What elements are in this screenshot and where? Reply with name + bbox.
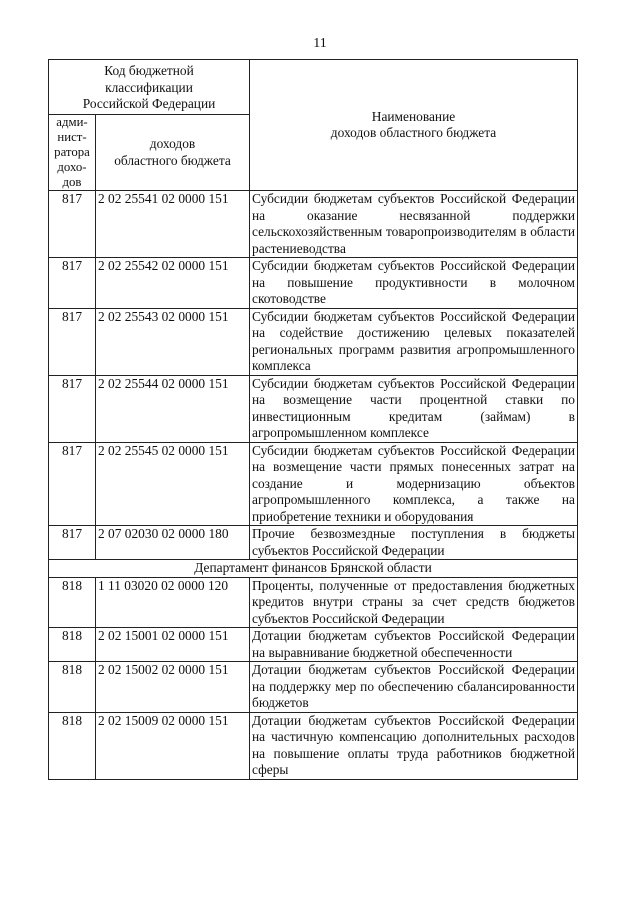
income-name-cell: Субсидии бюджетам субъектов Российской Федерации на оказание несвязанной поддержки сельскохозяйственным товаропроизводителям в области растениеводства [250, 191, 578, 258]
header-income-line: доходов [149, 136, 196, 151]
page-number: 11 [313, 36, 327, 51]
header-admin-line: дов [62, 175, 82, 189]
header-admin-line: дохо- [57, 160, 87, 174]
income-code-cell: 2 02 25542 02 0000 151 [96, 258, 250, 309]
header-name-column [250, 60, 578, 191]
income-name-cell: Дотации бюджетам субъектов Российской Федерации на поддержку мер по обеспечению сбалансированности бюджетов [250, 662, 578, 713]
income-code-cell: 1 11 03020 02 0000 120 [96, 577, 250, 628]
admin-code-cell: 818 [49, 577, 96, 628]
admin-code-cell: 817 [49, 526, 96, 560]
income-name-cell: Субсидии бюджетам субъектов Российской Федерации на возмещение части прямых понесенных затрат на создание и модернизацию объектов агропромышленного комплекса, а также на приобретение техники и оборудования [250, 442, 578, 526]
table-row [49, 308, 578, 375]
header-code-line: Российской Федерации [82, 96, 216, 112]
header-admin-line: ратора [54, 145, 90, 159]
table-row [49, 526, 578, 560]
income-code-cell: 2 07 02030 02 0000 180 [96, 526, 250, 560]
admin-code-cell: 817 [49, 308, 96, 375]
table-row [49, 712, 578, 779]
income-code-cell: 2 02 15001 02 0000 151 [96, 628, 250, 662]
header-code-line: классификации [105, 79, 193, 95]
admin-code-cell: 818 [49, 662, 96, 713]
income-code-cell: 2 02 25545 02 0000 151 [96, 442, 250, 526]
table-row [49, 442, 578, 526]
admin-code-cell: 817 [49, 258, 96, 309]
income-code-cell: 2 02 25544 02 0000 151 [96, 375, 250, 442]
income-code-cell: 2 02 15002 02 0000 151 [96, 662, 250, 713]
header-name-line: доходов областного бюджета [330, 125, 497, 140]
table-row [49, 191, 578, 258]
header-row-top [49, 60, 578, 115]
header-code-group [49, 60, 250, 115]
budget-revenue-table [48, 59, 578, 780]
income-code-cell: 2 02 25543 02 0000 151 [96, 308, 250, 375]
income-code-cell: 2 02 15009 02 0000 151 [96, 712, 250, 779]
admin-code-cell: 817 [49, 375, 96, 442]
income-name-cell: Субсидии бюджетам субъектов Российской Федерации на возмещение части процентной ставки по инвестиционным кредитам (займам) в агропромышленном комплексе [250, 375, 578, 442]
table-row [49, 258, 578, 309]
income-name-cell: Проценты, полученные от предоставления бюджетных кредитов внутри страны за счет средств бюджетов субъектов Российской Федерации [250, 577, 578, 628]
header-admin-column [49, 115, 96, 191]
table-row [49, 577, 578, 628]
header-name-line: Наименование [371, 108, 456, 124]
income-name-cell: Дотации бюджетам субъектов Российской Федерации на частичную компенсацию дополнительных расходов на повышение оплаты труда работников бюджетной сферы [250, 712, 578, 779]
header-admin-line: адми- [56, 115, 88, 129]
table-row [49, 662, 578, 713]
admin-code-cell: 817 [49, 191, 96, 258]
table-row [49, 375, 578, 442]
income-name-cell: Субсидии бюджетам субъектов Российской Федерации на повышение продуктивности в молочном скотоводстве [250, 258, 578, 309]
header-income-line: областного бюджета [114, 152, 231, 168]
table-row [49, 628, 578, 662]
admin-code-cell: 817 [49, 442, 96, 526]
header-admin-line: нист- [57, 130, 87, 144]
section-title: Департамент финансов Брянской области [49, 560, 578, 578]
header-code-line: Код бюджетной [104, 63, 194, 79]
admin-code-cell: 818 [49, 712, 96, 779]
income-code-cell: 2 02 25541 02 0000 151 [96, 191, 250, 258]
section-row [49, 560, 578, 578]
income-name-cell: Прочие безвозмездные поступления в бюджеты субъектов Российской Федерации [250, 526, 578, 560]
income-name-cell: Дотации бюджетам субъектов Российской Федерации на выравнивание бюджетной обеспеченности [250, 628, 578, 662]
income-name-cell: Субсидии бюджетам субъектов Российской Федерации на содействие достижению целевых показателей региональных программ развития агропромышленного комплекса [250, 308, 578, 375]
header-income-column [96, 115, 250, 191]
admin-code-cell: 818 [49, 628, 96, 662]
